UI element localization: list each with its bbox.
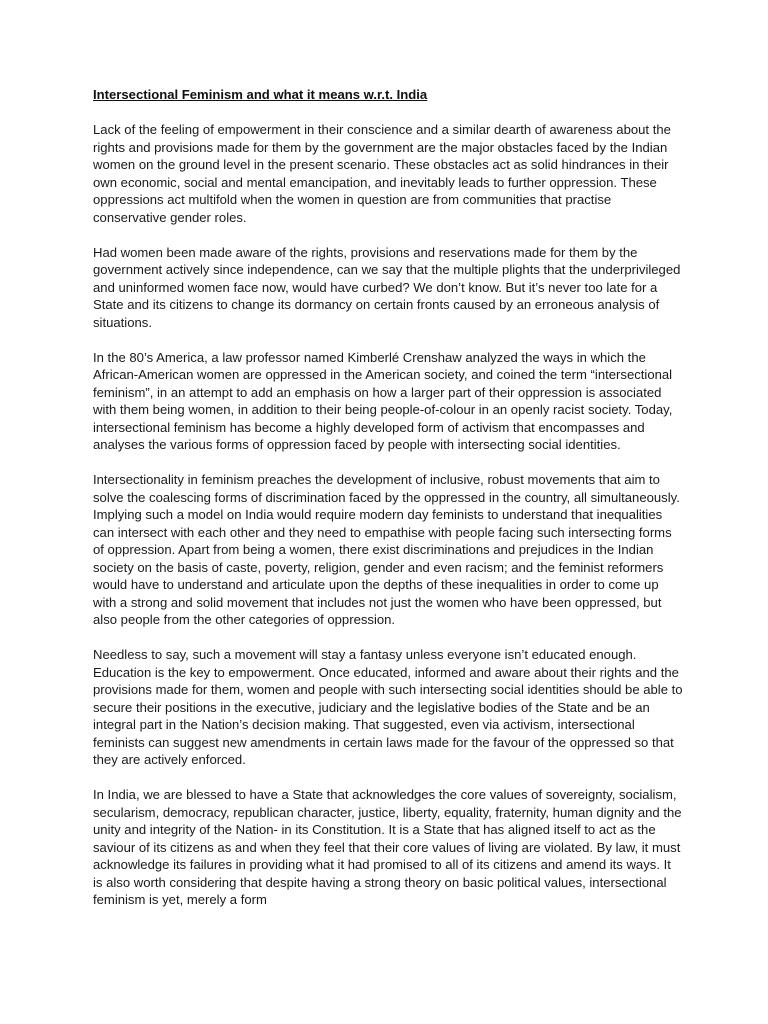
paragraph-1: Lack of the feeling of empowerment in their conscience and a similar dearth of awareness about the rights and provisions made for them by the government are the major obstacles faced by the Indian women on the ground level in the present scenario. These obstacles act as solid hindrances in their own economic, social and mental emancipation, and inevitably leads to further oppression. These oppressions act multifold when the women in question are from communities that practise conservative gender roles.: [93, 122, 671, 225]
paragraph-3: In the 80’s America, a law professor named Kimberlé Crenshaw analyzed the ways in which the African-American women are oppressed in the American society, and coined the term “intersectional feminism”, in an attempt to add an emphasis on how a larger part of their oppression is associated with them being women, in addition to their being people-of-colour in an openly racist society. Today, intersectional feminism has become a highly developed form of activism that encompasses and analyses the various forms of oppression faced by people with intersecting social identities.: [93, 349, 673, 452]
paragraph-5: Needless to say, such a movement will stay a fantasy unless everyone isn’t educated enough. Education is the key to empowerment. Once educated, informed and aware about their rights and the provisions made for them, women and people with such intersecting social identities should be able to secure their positions in the executive, judiciary and the legislative bodies of the State and be an integral part in the Nation’s decision making. That suggested, even via activism, intersectional feminists can suggest new amendments in certain laws made for the favour of the oppressed so that they are actively enforced.: [93, 647, 683, 767]
paragraph-6: In India, we are blessed to have a State that acknowledges the core values of sovereignty, socialism, secularism, democracy, republican character, justice, liberty, equality, fraternity, human dignity and the unity and integrity of the Nation- in its Constitution. It is a State that has aligned itself to act as the saviour of its citizens as and when they feel that their core values of living are violated. By law, it must acknowledge its failures in providing what it had promised to all of its citizens and amend its ways. It is also worth considering that despite having a strong theory on basic political values, intersectional feminism is yet, merely a form: [93, 787, 682, 907]
paragraph-2: Had women been made aware of the rights, provisions and reservations made for them by the government actively since independence, can we say that the multiple plights that the underprivileged and uninformed women face now, would have curbed? We don’t know. But it’s never too late for a State and its citizens to change its dormancy on certain fronts caused by an erroneous analysis of situations.: [93, 244, 681, 330]
document-page: [93, 86, 683, 926]
document-title: Intersectional Feminism and what it means w.r.t. India: [93, 87, 428, 102]
paragraph-4: Intersectionality in feminism preaches the development of inclusive, robust movements that aim to solve the coalescing forms of discrimination faced by the oppressed in the country, all simultaneously. Implying such a model on India would require modern day feminists to understand that inequalities can intersect with each other and they need to empathise with people facing such intersecting forms of oppression. Apart from being a women, there exist discriminations and prejudices in the Indian society on the basis of caste, poverty, religion, gender and even racism; and the feminist reformers would have to understand and articulate upon the depths of these inequalities in order to come up with a strong and solid movement that includes not just the women who have been oppressed, but also people from the other categories of oppression.: [93, 472, 680, 627]
